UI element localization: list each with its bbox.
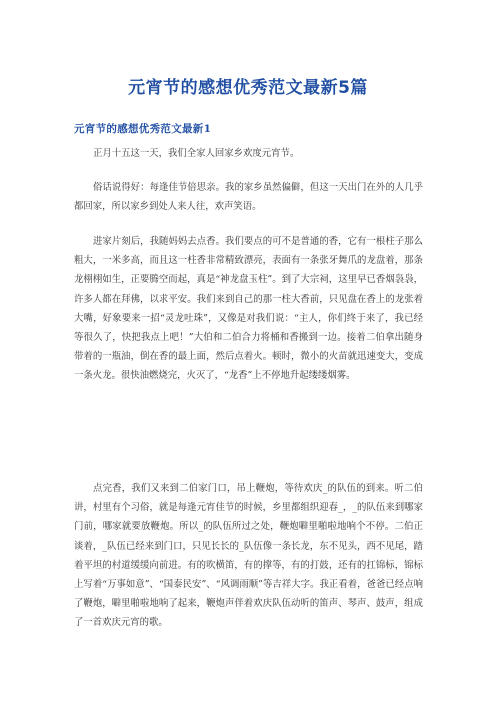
section-heading: 元宵节的感想优秀范文最新1: [74, 123, 212, 135]
paragraph-2: 俗话说得好：每逢佳节倍思亲。我的家乡虽然偏僻，但这一天出门在外的人几乎都回家，所以家乡到处人来人往，欢声笑语。: [74, 182, 423, 213]
paragraph-4: 点完香，我们又来到二伯家门口，吊上鞭炮，等待欢庆_的队伍的到来。听二伯讲，村里有个习俗，就是每逢元宵佳节的时候，乡里都组织迎春_，_的队伍来到哪家门前，哪家就要放鞭炮。所以_的队伍所过之处，鞭炮噼里啪啦地响个不停。二伯正谈着，_队伍已经来到门口，只见长长的_队伍像一条长龙，东不见头，西不见尾，踏着平坦的村道缓缓向前进。有的吹横笛，有的撑等，有的打鼓，还有的扛锦标，锦标上写着“万事如意”、“国泰民安”、“风调雨顺”等吉祥大字。我正看着，爸爸已经点响了鞭炮，噼里啪啦地响了起来，鞭炮声伴着欢庆队伍动听的笛声、琴声、鼓声，组成了一首欢庆元宵的歌。: [74, 483, 423, 629]
paragraph-1: 正月十五这一天，我们全家人回家乡欢度元宵节。: [93, 148, 300, 159]
document-title: 元宵节的感想优秀范文最新5篇: [128, 78, 368, 98]
paragraph-3: 进家片刻后，我随妈妈去点香。我们要点的可不是普通的香，它有一根柱子那么粗大，一米多高，而且这一柱香非常精致漂亮，表面有一条张牙舞爪的龙盘着，那条龙栩栩如生，正要腾空而起，真是“神龙盘玉柱”。到了大宗祠，这里早已香烟袅袅，许多人都在拜佛，以求平安。我们来到自己的那一柱大香前，只见盘在香上的龙张着大嘴，好象要来一招“灵龙吐珠”，又像是对我们说：“主人，你们终于来了，我已经等很久了，快把我点上吧！”大伯和二伯合力将桶和香搬到一边。接着二伯拿出随身带着的一瓶油，倒在香的最上面，然后点着火。顿时，微小的火苗就迅速变大，变成一条火龙。很快油燃烧完，火灭了，“龙香”上不停地升起缕缕烟雾。: [74, 236, 423, 382]
